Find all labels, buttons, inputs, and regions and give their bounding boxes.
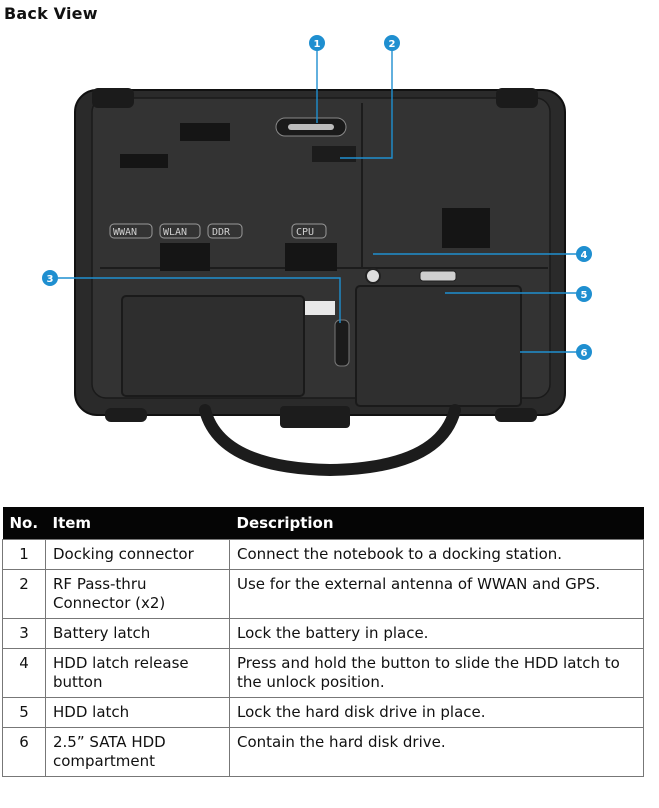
- callout-5: 5: [580, 290, 588, 301]
- row-no: 2: [3, 570, 46, 619]
- row-description: Press and hold the button to slide the HDD latch to the unlock position.: [230, 649, 644, 698]
- header-description: Description: [230, 507, 644, 540]
- header-item: Item: [46, 507, 230, 540]
- table-row: [3, 728, 644, 777]
- table-row: [3, 698, 644, 728]
- table-row: [3, 570, 644, 619]
- row-item: RF Pass-thru Connector (x2): [46, 570, 230, 619]
- row-description: Connect the notebook to a docking station.: [230, 540, 644, 570]
- row-item: Battery latch: [46, 619, 230, 649]
- row-no: 5: [3, 698, 46, 728]
- port-label-cpu: CPU: [296, 227, 315, 238]
- right-hinge: [496, 88, 538, 108]
- row-item: 2.5” SATA HDD compartment: [46, 728, 230, 777]
- table-row: [3, 540, 644, 570]
- callout-3: 3: [46, 274, 54, 285]
- table-header-row: [3, 507, 644, 540]
- table-row: [3, 619, 644, 649]
- row-item: HDD latch: [46, 698, 230, 728]
- row-item: HDD latch release button: [46, 649, 230, 698]
- row-description: Use for the external antenna of WWAN and GPS.: [230, 570, 644, 619]
- header-no: No.: [3, 507, 46, 540]
- hdd-latch-release-button: [366, 269, 380, 283]
- page-title: Back View: [4, 4, 98, 23]
- callout-1: 1: [313, 39, 321, 50]
- port-label-ddr: DDR: [212, 227, 231, 238]
- row-no: 6: [3, 728, 46, 777]
- hdd-compartment: [356, 286, 521, 406]
- row-description: Lock the hard disk drive in place.: [230, 698, 644, 728]
- callout-2: 2: [388, 39, 396, 50]
- port-label-wwan: WWAN: [113, 227, 138, 238]
- callout-4: 4: [580, 250, 588, 261]
- row-description: Lock the battery in place.: [230, 619, 644, 649]
- left-hinge: [92, 88, 134, 108]
- row-no: 1: [3, 540, 46, 570]
- rf-pass-thru-connector: [312, 146, 356, 162]
- port-label-wlan: WLAN: [163, 227, 188, 238]
- battery-latch: [335, 320, 349, 366]
- row-item: Docking connector: [46, 540, 230, 570]
- row-description: Contain the hard disk drive.: [230, 728, 644, 777]
- row-no: 3: [3, 619, 46, 649]
- row-no: 4: [3, 649, 46, 698]
- callout-6: 6: [580, 348, 588, 359]
- laptop-back-view-illustration: [0, 28, 659, 484]
- component-table: [2, 507, 644, 777]
- battery-pack: [122, 296, 304, 396]
- hdd-latch: [420, 271, 456, 281]
- table-row: [3, 649, 644, 698]
